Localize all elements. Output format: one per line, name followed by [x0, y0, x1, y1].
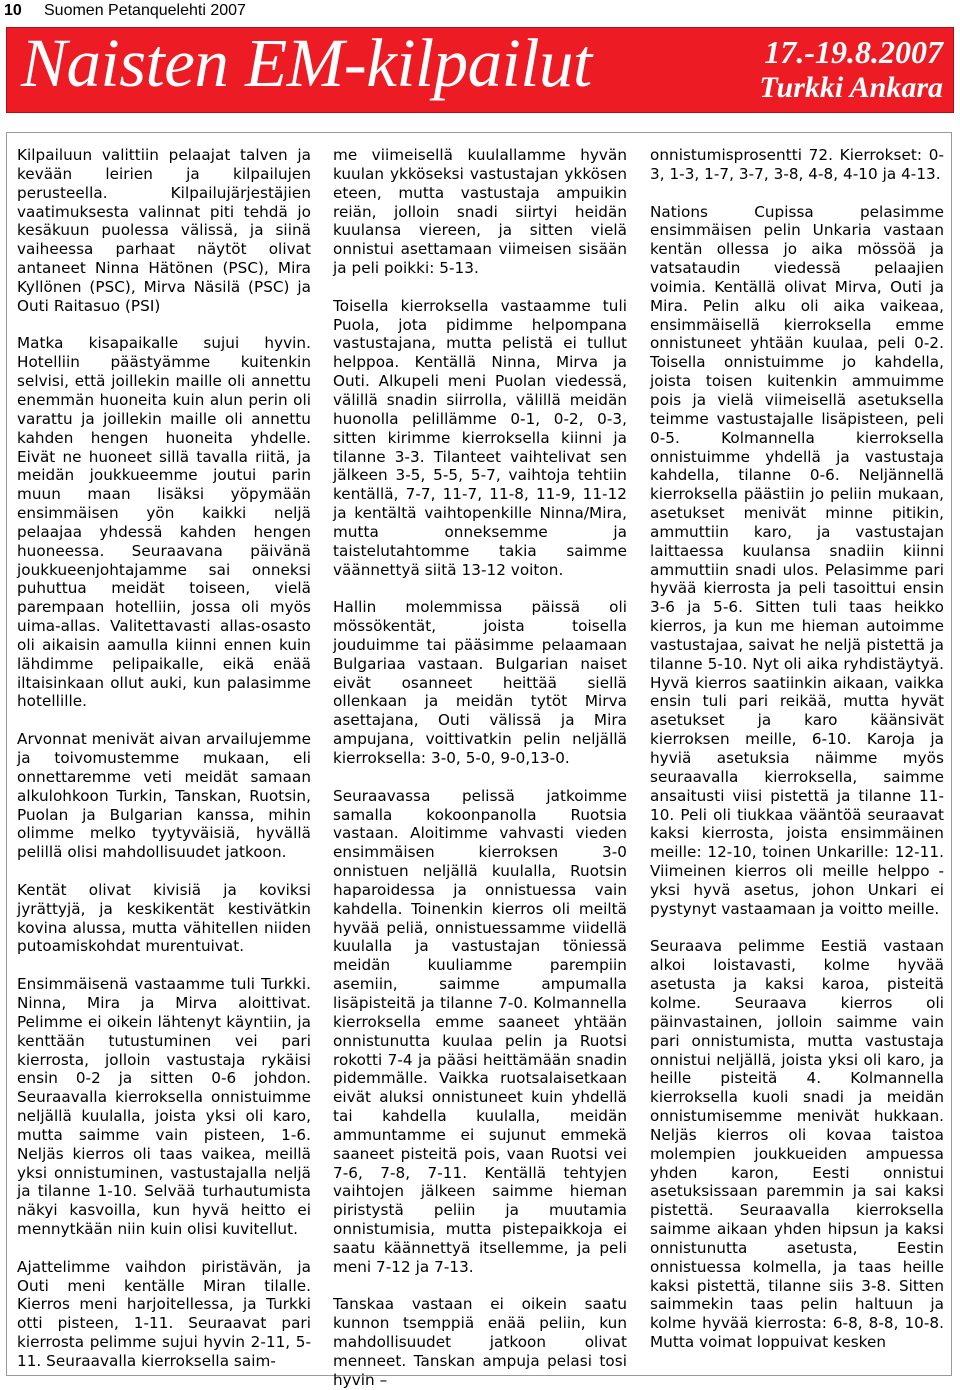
article-column-1: [17, 146, 311, 1370]
paragraph: Nations Cupissa pelasimme ensimmäisen pelin Unkaria vastaan kentän ollessa jo aika mössöä ja vatsataudin viedessä pelaajien voimia. Kentällä olivat Mirva, Outi ja Mira. Pelin alku oli aika vaikeaa, ensimmäisellä kierroksella emme onnistuneet yhtään kuulaa, peli 0-2. Toisella onnistuimme jo kahdella, joista toisen kuitenkin ammuimme pois ja vielä viimeisellä asetuksella teimme vastustajalle lisäpisteen, peli 0-5. Kolmannella kierroksella onnistuimme yhdellä ja vastustaja kahdella, tilanne 0-6. Neljännellä kierroksella päästiin jo peliin mukaan, asetukset menivät minne pitikin, ammuttiin karo, ja vastustajan laittaessa kuulansa snadiin kiinni ammuttiin snadi ulos. Pelasimme pari hyvää kierrosta ja peli tasoittui ensin 3-6 ja 5-6. Sitten tuli taas heikko kierros, ja kun me hieman autoimme vastustajaa, saivat he neljä pistettä ja tilanne 5-10. Nyt oli aika ryhdistäytyä. Hyvä kierros saatiinkin aikaan, vaikka ensin tuli pari reikää, mutta hyvät asetukset ja karo käänsivät kierroksen meille, 6-10. Karoja ja hyviä asetuksia näimme myös seuraavalla kierroksella, saimme ansaitusti viisi pistettä ja tilanne 11-10. Peli oli tiukkaa vääntöä seuraavat kaksi kierrosta, joista ensimmäinen meille: 12-10, toinen Unkarille: 12-11. Viimeinen kierros oli meille helppo - yksi hyvä asetus, johon Unkari ei pystynyt vastaamaan ja voitto meille.: [650, 202, 944, 918]
event-dates: 17.-19.8.2007: [764, 34, 943, 70]
paragraph: me viimeisellä kuulallamme hyvän kuulan ykköseksi vastustajan ykkösen eteen, mutta vastustaja ampuikin reiän, jolloin snadi siirtyi heidän kuulansa viereen, ja sitten vielä onnistui asettamaan viimeisen sisään ja peli poikki: 5-13.: [333, 146, 627, 278]
article-column-2: [333, 146, 627, 1389]
paragraph: onnistumisprosentti 72. Kierrokset: 0-3, 1-3, 1-7, 3-7, 3-8, 4-8, 4-10 ja 4-13.: [650, 146, 944, 183]
paragraph: Toisella kierroksella vastaamme tuli Puola, jota pidimme helpompana vastustajana, mutta pelistä ei tullut helppoa. Kentällä Ninna, Mirva ja Outi. Alkupeli meni Puolan viedessä, välillä snadin siirrolla, välillä meidän huonolla pelillämme 0-1, 0-2, 0-3, sitten kirimme kierroksella kiinni ja tilanne 3-3. Tilanteet vaihtelivat sen jälkeen 3-5, 5-5, 5-7, vaihtoja tehtiin kentällä, 7-7, 11-7, 11-8, 11-9, 11-12 ja kentältä vaihtopenkille Ninna/Mira, mutta onneksemme ja taistelutahtomme takia saimme väännettyä siitä 13-12 voiton.: [333, 296, 627, 579]
paragraph: Hallin molemmissa päissä oli mössökentät, joista toisella jouduimme tai pääsimme pelaamaan Bulgariaa vastaan. Bulgarian naiset eivät osanneet heittää siellä ollenkaan ja meidän tytöt Mirva asettajana, Outi välissä ja Mira ampujana, voittivatkin pelin neljällä kierroksella: 3-0, 5-0, 9-0,13-0.: [333, 598, 627, 767]
page-number: 10: [4, 2, 22, 19]
paragraph: Kilpailuun valittiin pelaajat talven ja kevään leirien ja kilpailujen perusteella. Kilpailujärjestäjien vaatimuksesta valinnat piti tehdä jo kesäkuun puolessa välissä, ja siinä vaiheessa parhaat näytöt olivat antaneet Ninna Hätönen (PSC), Mira Kyllönen (PSC), Mirva Näsilä (PSC) ja Outi Raitasuo (PSI): [17, 146, 311, 315]
paragraph: Tanskaa vastaan ei oikein saatu kunnon tsemppiä enää peliin, kun mahdollisuudet jatkoon olivat menneet. Tanskan ampuja pelasi tosi hyvin –: [333, 1295, 627, 1389]
event-location: Turkki Ankara: [759, 71, 943, 104]
article-column-3: [650, 146, 944, 1366]
paragraph: Matka kisapaikalle sujui hyvin. Hotelliin päästyämme kuitenkin selvisi, että joillekin maille oli annettu enemmän huoneita kuin alun perin oli varattu ja joillekin maille oli annettu kahden hengen huoneita yhdelle. Eivät ne huoneet sillä tavalla riitä, ja meidän joukkueemme joutui parin muun maan lisäksi yöpymään ensimmäisen yön kaikki neljä pelaajaa yhdessä kahden hengen huoneessa. Seuraavana päivänä joukkueenjohtajamme sai onneksi puhuttua meidät toiseen, vielä parempaan hotelliin, jossa oli myös uima-allas. Valitettavasti allas-osasto oli aikaisin aamulla kiinni ennen kuin lähdimme pelipaikalle, eikä enää iltaisinkaan ollut auki, kun palasimme hotellille.: [17, 334, 311, 711]
paragraph: Seuraavassa pelissä jatkoimme samalla kokoonpanolla Ruotsia vastaan. Aloitimme vahvasti vieden ensimmäisen kierroksen 3-0 onnistuen neljällä kuulalla, Ruotsin haparoidessa ja onnistuessa vain kahdella. Toinenkin kierros oli meiltä hyvää peliä, onnistuessamme viidellä kuulalla ja vastustajan töniessä meidän kuuliamme parempiin asemiin, saimme ampumalla lisäpisteitä ja tilanne 7-0. Kolmannella kierroksella emme saaneet yhtään onnistunutta kuulaa pelin ja Ruotsi rokotti 7-4 ja pääsi heittämään snadin pidemmälle. Vaikka ruotsalaisetkaan eivät aluksi onnistuneet kuin yhdellä tai kahdella kuulalla, meidän ammuntamme ei sujunut emmekä saaneet pisteitä pois, vaan Ruotsi vei 7-6, 7-8, 7-11. Kentällä tehtyjen vaihtojen jälkeen saimme hieman piristystä peliin ja muutamia onnistumisia, mutta pistepaikkoja ei saatu käännettyä itsellemme, ja peli meni 7-12 ja 7-13.: [333, 786, 627, 1276]
running-header: [0, 0, 960, 24]
paragraph: Seuraava pelimme Eestiä vastaan alkoi loistavasti, kolme hyvää asetusta ja kaksi karoa, pisteitä kolme. Seuraava kierros oli päinvastainen, jolloin saimme vain pari onnistumista, mutta vastustaja onnistui neljällä, joista yksi oli karo, ja heille pisteitä 4. Kolmannella kierroksella kuoli snadi ja meidän onnistumisemme menivät hukkaan. Neljäs kierros oli kovaa taistoa molempien joukkueiden ampuessa yhden karon, Eesti onnistui asetuksissaan paremmin ja sai kaksi pistettä. Seuraavalla kierroksella saimme aikaan yhden hipsun ja kaksi onnistunutta asetusta, Eestin onnistuessa kolmella, ja taas heille kaksi pistettä, tilanne siis 3-8. Sitten saimmekin taas pelin haltuun ja kolme hyvää kierrosta: 6-8, 8-8, 10-8. Mutta voimat loppuivat kesken: [650, 937, 944, 1352]
paragraph: Ensimmäisenä vastaamme tuli Turkki. Ninna, Mira ja Mirva aloittivat. Pelimme ei oikein lähtenyt käyntiin, ja kenttään tutustuminen vei pari kierrosta, jolloin vastustaja rykäisi ensin 0-2 ja sitten 0-6 johdon. Seuraavalla kierroksella onnistuimme neljällä kuulalla, joista yksi oli karo, mutta saimme vain pisteen, 1-6. Neljäs kierros oli taas vaikea, meillä yksi onnistuminen, vastustajalla neljä ja tilanne 1-10. Selvää turhautumista näkyi kasvoilla, kun hyvä heitto ei mennytkään niin kuin olisi kuvitellut.: [17, 975, 311, 1239]
paragraph: Kentät olivat kivisiä ja koviksi jyrättyjä, ja keskikentät kestivätkin kovina alussa, mutta vähitellen niiden putoamiskohdat murentuivat.: [17, 880, 311, 956]
paragraph: Arvonnat menivät aivan arvailujemme ja toivomustemme mukaan, eli onnettaremme veti meidät samaan alkulohkoon Turkin, Tanskan, Ruotsin, Puolan ja Bulgarian kanssa, mihin olimme melko tyytyväisiä, hyvällä pelillä olisi mahdollisuudet jatkoon.: [17, 730, 311, 862]
publication-name: Suomen Petanquelehti 2007: [44, 2, 246, 19]
article-banner: [6, 27, 954, 113]
article-title: Naisten EM-kilpailut: [21, 25, 592, 101]
paragraph: Ajattelimme vaihdon piristävän, ja Outi meni kentälle Miran tilalle. Kierros meni harjoitellessa, ja Turkki otti pisteen, 1-11. Seuraavat pari kierrosta pelimme sujui hyvin 2-11, 5-11. Seuraavalla kierroksella saim-: [17, 1257, 311, 1370]
